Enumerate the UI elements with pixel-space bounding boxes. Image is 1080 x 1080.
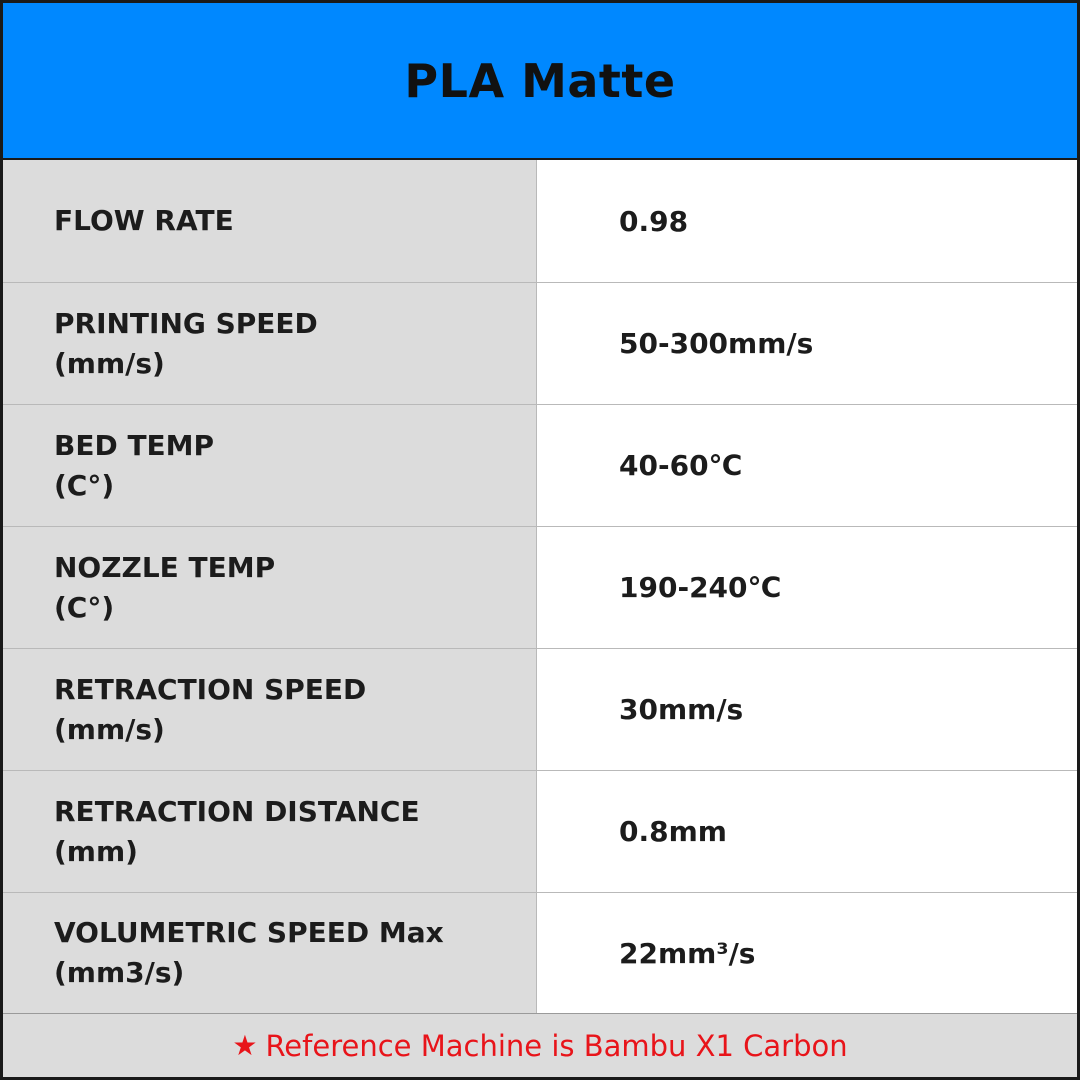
spec-label-cell xyxy=(3,649,537,770)
spec-label-cell xyxy=(3,893,537,1013)
spec-row-nozzle-temp xyxy=(3,527,1077,649)
spec-value: 40-60℃ xyxy=(619,449,743,482)
spec-value: 22mm³/s xyxy=(619,936,756,970)
spec-unit: (mm3/s) xyxy=(54,956,185,989)
spec-value: 50-300mm/s xyxy=(619,327,814,360)
spec-value-cell xyxy=(537,405,1077,526)
spec-unit: (C°) xyxy=(54,590,115,624)
spec-label-cell xyxy=(3,160,537,282)
spec-label: NOZZLE TEMP xyxy=(54,550,276,584)
spec-label: PRINTING SPEED xyxy=(54,306,318,340)
spec-value-cell xyxy=(537,771,1077,892)
spec-label: BED TEMP xyxy=(54,428,215,462)
spec-value: 0.98 xyxy=(619,204,689,238)
spec-row-retraction-distance xyxy=(3,771,1077,893)
spec-label-cell xyxy=(3,405,537,526)
spec-row-retraction-speed xyxy=(3,649,1077,771)
spec-value: 190-240℃ xyxy=(619,571,782,604)
spec-value: 0.8mm xyxy=(619,815,727,848)
spec-value-cell xyxy=(537,527,1077,648)
spec-row-volumetric-speed xyxy=(3,893,1077,1014)
spec-label-cell xyxy=(3,527,537,648)
spec-row-flow-rate xyxy=(3,160,1077,283)
spec-label: RETRACTION DISTANCE xyxy=(54,794,420,828)
spec-label: VOLUMETRIC SPEED Max xyxy=(54,916,444,949)
spec-value-cell xyxy=(537,893,1077,1013)
spec-label: RETRACTION SPEED xyxy=(54,672,367,706)
spec-label-cell xyxy=(3,283,537,404)
spec-unit: (C°) xyxy=(54,468,115,502)
spec-unit: (mm/s) xyxy=(54,712,165,746)
spec-row-bed-temp xyxy=(3,405,1077,527)
star-icon: ★ xyxy=(232,1029,258,1062)
spec-value-cell xyxy=(537,160,1077,282)
spec-table xyxy=(3,160,1077,1014)
spec-value-cell xyxy=(537,283,1077,404)
spec-value: 30mm/s xyxy=(619,693,744,726)
spec-unit: (mm/s) xyxy=(54,346,165,380)
page-title: PLA Matte xyxy=(404,53,676,108)
spec-label: FLOW RATE xyxy=(54,204,234,237)
spec-value-cell xyxy=(537,649,1077,770)
spec-row-printing-speed xyxy=(3,283,1077,405)
spec-label-cell xyxy=(3,771,537,892)
footer-note xyxy=(3,1014,1077,1077)
footer-text: Reference Machine is Bambu X1 Carbon xyxy=(265,1028,848,1063)
spec-unit: (mm) xyxy=(54,834,138,868)
header-banner xyxy=(3,3,1077,160)
